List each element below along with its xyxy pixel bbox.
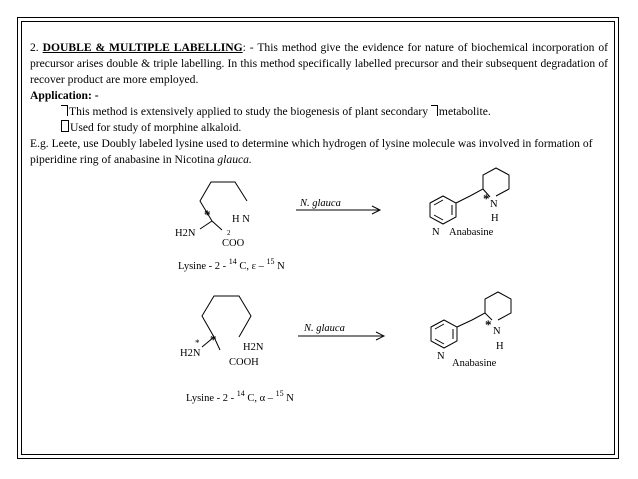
label-piperidine-n-2: N [493, 326, 501, 337]
label-cooh-2: COOH [229, 357, 259, 368]
label-piperidine-n-1: N [490, 199, 498, 210]
pyridine-ring-1 [430, 196, 470, 224]
label-star-2a: * [210, 332, 217, 347]
label-anabasine-1: Anabasine [449, 227, 494, 238]
section-number: 2. [30, 41, 39, 54]
caption-1: Lysine - 2 - $^{14}$ C, ε – $^{15}$ N [178, 257, 285, 272]
piperidine-ring-2 [472, 292, 511, 320]
label-pyridine-n-1: N [432, 227, 440, 238]
piperidine-ring-1 [470, 168, 509, 197]
label-h2n-left-2: H2N [180, 348, 201, 359]
arrow-label-2: N. glauca [304, 323, 345, 334]
label-anabasine-2: Anabasine [452, 358, 497, 369]
label-h2n-1: H2N [175, 228, 196, 239]
example-paragraph: E.g. Leete, use Doubly labeled lysine used to determine which hydrogen of lysine molecule was involved in formation of piperidine ring of anabasine in Nicotina glauca. [30, 137, 593, 166]
label-pyridine-n-2: N [437, 351, 445, 362]
label-piperidine-h-1: H [491, 213, 499, 224]
label-star-2c: * [195, 338, 200, 348]
label-coo-1: COO [222, 238, 245, 249]
label-star-1b: * [483, 191, 490, 206]
caption-2: Lysine - 2 - $^{14}$ C, α – $^{15}$ N [186, 389, 294, 404]
application-bullet-2: Used for study of morphine alkaloid. [61, 120, 608, 136]
application-label: Application: - [30, 89, 99, 102]
label-piperidine-h-2: H [496, 341, 504, 352]
application-bullet-1: This method is extensively applied to study the biogenesis of plant secondary metabolite. [61, 104, 608, 120]
arrow-label-1: N. glauca [300, 198, 341, 209]
label-nh-1: H N [232, 214, 250, 225]
label-star-1a: * [204, 207, 211, 222]
section-heading: DOUBLE & MULTIPLE LABELLING [42, 41, 243, 54]
label-h2n-top-2: H2N [243, 342, 264, 353]
section-text: : - This method give the evidence for nature of biochemical incorporation of precursor arises double & triple labelling. In this method specifically labelled precursor and their subsequent degradation of recover product are more employed. [30, 41, 608, 86]
pyridine-ring-2 [431, 320, 472, 348]
label-star-2b: * [485, 317, 492, 332]
label-pos-1: 2 [227, 229, 231, 237]
